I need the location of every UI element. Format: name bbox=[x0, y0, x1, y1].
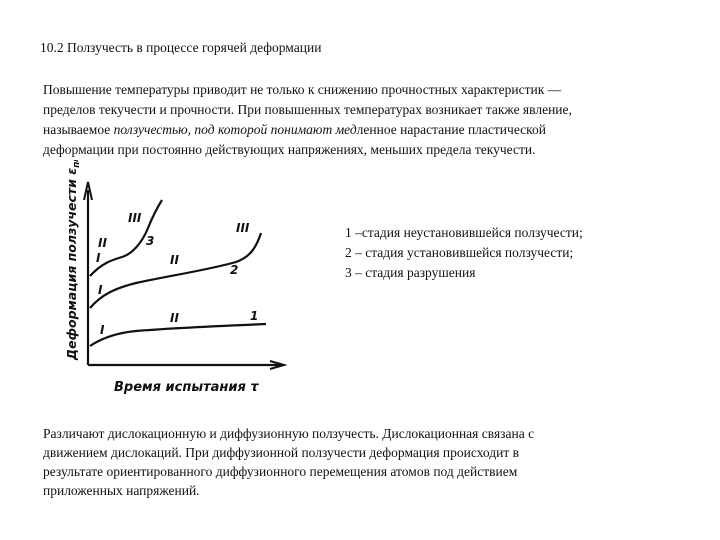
outro-line: движением дислокаций. При диффузионной ползучести деформация происходит в bbox=[43, 445, 520, 460]
legend-item-3: 3 – стадия разрушения bbox=[345, 265, 476, 280]
y-axis-label-text: Деформация ползучести ε bbox=[64, 167, 79, 360]
intro-line: пределов текучести и прочности. При повышенных температурах возникает также явление, bbox=[43, 102, 572, 117]
upper-curve-number: 3 bbox=[146, 234, 155, 248]
middle-curve-stage-1: I bbox=[98, 283, 103, 297]
middle-curve-number: 2 bbox=[230, 263, 239, 277]
intro-line: Повышение температуры приводит не только к снижению прочностных характеристик — bbox=[43, 82, 562, 97]
intro-paragraph bbox=[43, 80, 693, 160]
upper-curve-stage-1: I bbox=[96, 251, 101, 265]
creep-definition-italic: ползучестью, под которой понимают мед bbox=[113, 122, 357, 137]
y-axis-subscript: п bbox=[72, 161, 82, 168]
lower-curve-stage-2: II bbox=[170, 311, 179, 325]
upper-curve-stage-2: II bbox=[98, 236, 107, 250]
middle-curve-stage-3: III bbox=[236, 221, 250, 235]
lower-curve-number: 1 bbox=[250, 309, 259, 323]
outro-line: приложенных напряжений. bbox=[43, 483, 200, 498]
legend-item-1: 1 –стадия неустановившейся ползучести; bbox=[345, 225, 583, 240]
lower-creep-curve bbox=[90, 324, 266, 346]
y-axis-unit bbox=[64, 160, 79, 163]
page-title: 10.2 Ползучесть в процессе горячей деформации bbox=[40, 40, 322, 55]
intro-line: деформации при постоянно действующих напряжениях, меньших предела текучести. bbox=[43, 142, 536, 157]
middle-curve-stage-2: II bbox=[170, 253, 179, 267]
intro-line-end: ленное нарастание пластической bbox=[356, 122, 546, 137]
creep-types-paragraph bbox=[43, 424, 683, 500]
legend-item-2: 2 – стадия установившейся ползучести; bbox=[345, 245, 574, 260]
lower-curve-stage-1: I bbox=[100, 323, 105, 337]
stage-legend bbox=[345, 223, 583, 283]
creep-curves-figure bbox=[58, 160, 298, 405]
outro-line: Различают дислокационную и диффузионную ползучесть. Дислокационная связана с bbox=[43, 426, 535, 441]
intro-line-start: называемое bbox=[43, 122, 114, 137]
intro-line bbox=[43, 120, 693, 140]
outro-line: результате ориентированного диффузионного перемещения атомов под действием bbox=[43, 464, 518, 479]
x-axis-label: Время испытания τ bbox=[114, 380, 259, 395]
y-axis-label bbox=[64, 160, 82, 361]
upper-curve-stage-3: III bbox=[128, 211, 142, 225]
